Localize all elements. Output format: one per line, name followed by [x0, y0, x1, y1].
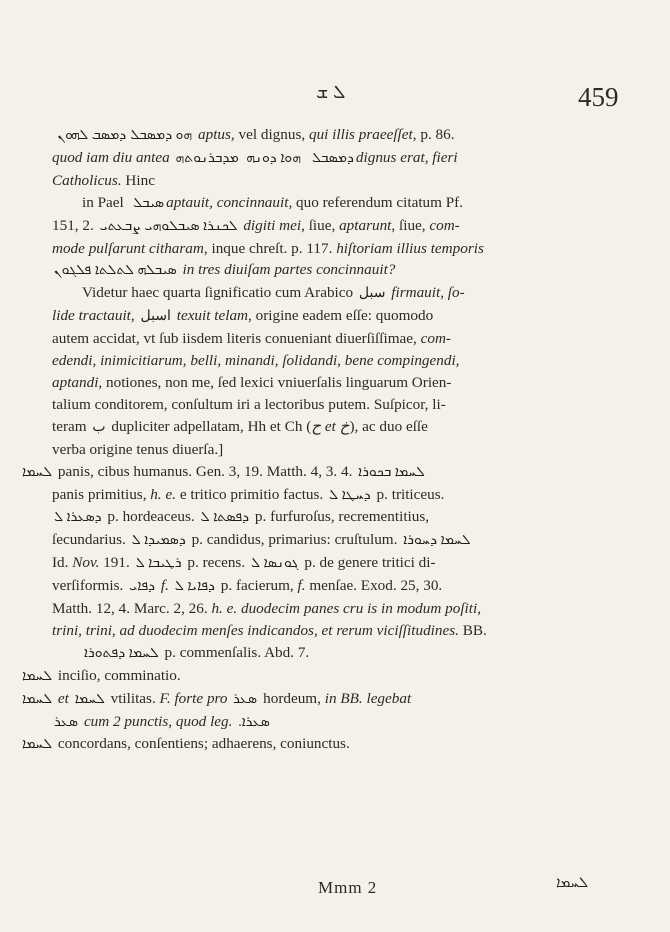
text-span: ), ac duo eſſe — [349, 417, 428, 435]
text-line — [52, 642, 637, 665]
syriac-word: ܠܚܡܐ — [22, 737, 53, 753]
syriac-word: ܠܚܡܐ — [22, 464, 53, 480]
italic-text: Catholicus. — [52, 171, 122, 189]
text-span: Hinc — [121, 171, 155, 189]
text-span: autem accidat, vt ſub iisdem literis conueniant diuerſiſſimae, — [52, 330, 421, 348]
text-span: Matth. 12, 4. Marc. 2, 26. — [52, 600, 212, 618]
text-span: p. recens. — [183, 554, 249, 572]
text-line — [52, 394, 637, 416]
text-span: inciſio, comminatio. — [54, 666, 181, 684]
text-line — [52, 529, 637, 552]
italic-text: quod iam diu antea — [52, 148, 174, 166]
text-span: p. de genere tritici di- — [300, 554, 436, 572]
text-span: , p. 86. — [412, 126, 455, 143]
text-span: , quo referendum citatum Pf. — [288, 193, 464, 211]
italic-text: dignus erat, fieri — [355, 148, 458, 166]
syriac-word: ܣܥܪ — [229, 691, 262, 707]
text-line — [52, 372, 637, 394]
text-span: , inque chreſt. p. 117. — [203, 239, 337, 257]
italic-text: f. — [297, 577, 306, 595]
syriac-word: ܣܝܒܠܗ ܠܬܠܬܐ ܦܠܓܘܢ — [54, 263, 177, 279]
syriac-word: ب — [92, 419, 106, 435]
text-span: e tritico primitio factus. — [176, 485, 328, 503]
text-span: , ſiue, — [301, 216, 340, 234]
text-span: p. commenſalis. Abd. 7. — [160, 643, 310, 661]
text-span: hordeum, — [263, 689, 325, 707]
text-line — [52, 484, 637, 507]
text-span: in Pael — [82, 193, 128, 211]
italic-text: et — [54, 689, 73, 707]
text-line — [52, 506, 637, 529]
italic-text: h. e. — [150, 485, 177, 503]
italic-text: trini, trini, ad duodecim menſes indicandos, et rerum viciſſitudines. — [52, 621, 459, 639]
italic-text: cum 2 punctis, quod leg. — [80, 712, 237, 730]
text-span: BB. — [458, 621, 487, 639]
text-line — [52, 282, 637, 305]
syriac-word: ܠܚܡܐ ܒܟܘܪܐ — [358, 464, 425, 480]
signature-mark: Mmm 2 — [318, 878, 378, 897]
syriac-word: ܪܛܝܒܐ ܠ — [135, 556, 182, 572]
syriac-word: ܠܚܡܐ — [74, 691, 105, 707]
text-line — [52, 170, 637, 192]
italic-text: ح et خ — [311, 417, 350, 435]
entry-line — [20, 461, 637, 484]
italic-text: com- — [420, 330, 451, 348]
text-span: dupliciter adpellatam, Hh et Ch ( — [107, 417, 312, 435]
text-line — [52, 305, 637, 328]
text-span: p. hordeaceus. — [103, 508, 199, 526]
text-span: 151, 2. — [52, 216, 98, 234]
syriac-word: ܣܝܒܠ — [129, 195, 165, 211]
syriac-word: سبل — [358, 286, 386, 302]
italic-text: in BB. legebat — [324, 689, 412, 707]
italic-text: mode pulſarunt citharam — [52, 239, 204, 257]
text-span: talium conditorem, conſultum iri a lectoribus putem. Suſpicor, li- — [52, 395, 446, 413]
text-span: Videtur haec quarta ſignificatio cum Arabico — [82, 284, 357, 302]
italic-text: aptandi — [52, 373, 99, 391]
text-line — [52, 124, 637, 147]
text-line — [52, 575, 637, 598]
italic-text: com- — [429, 216, 460, 234]
text-line — [52, 328, 637, 350]
italic-text: F. forte pro — [159, 689, 228, 707]
page-number: 459 — [578, 82, 619, 112]
text-span: verſiformis. — [52, 577, 128, 595]
text-span: p. triticeus. — [372, 485, 445, 503]
text-line — [52, 192, 637, 215]
syriac-word: ܕܚܛܐ ܠ — [329, 487, 371, 503]
text-span: p. candidus, primarius: cruſtulum. — [187, 531, 402, 549]
syriac-word: ܕܦܐܝ — [129, 579, 156, 595]
syriac-word: ܕܣܡܝܕܐ ܠ — [131, 533, 186, 549]
text-span: panis, cibus humanus. Gen. 3, 19. Matth. 4, 3. 4. — [54, 462, 357, 480]
text-span: , vel dignus, — [230, 126, 309, 143]
italic-text: aptus — [194, 126, 231, 143]
italic-text: texuit telam — [172, 307, 249, 325]
text-line — [52, 620, 637, 642]
text-line — [52, 238, 637, 260]
running-head: ܠ ܫ — [316, 82, 346, 103]
text-line — [52, 416, 637, 439]
syriac-word: ܣܥܪ — [54, 714, 79, 730]
text-line — [52, 439, 637, 461]
text-line — [52, 711, 637, 734]
catchword: ܠܚܡܐ — [556, 875, 589, 891]
text-span: p. furfuroſus, recrementitius, — [251, 508, 430, 526]
syriac-word: ܠܚܡܐ — [22, 691, 53, 707]
text-span: menſae. Exod. 25, 30. — [305, 577, 443, 595]
italic-text: aptauit, concinnauit — [166, 193, 289, 211]
syriac-word: ܕܡܣܒ ܠܗܘܢ — [54, 128, 127, 143]
text-span: Id. — [52, 554, 73, 572]
text-span: verba origine tenus diuerſa.] — [52, 440, 224, 458]
syriac-word: ܕܦܐܝܐ ܠ — [174, 579, 215, 595]
entry-line — [20, 733, 637, 756]
text-line — [52, 147, 637, 170]
syriac-word: ܕܣܥܪܐ ܠ — [54, 510, 102, 526]
text-span: ſecundarius. — [52, 531, 130, 549]
italic-text: digiti mei — [239, 216, 302, 234]
text-line — [52, 598, 637, 620]
syriac-word: ܕܦܣܬܐ ܠ — [200, 510, 250, 526]
text-span: , ſiue, — [391, 216, 430, 234]
italic-text: lide tractauit, — [52, 307, 139, 325]
italic-text: in tres diuiſam partes concinnauit? — [178, 261, 396, 279]
page-body — [22, 124, 637, 756]
italic-text: qui illis praeeſſet — [308, 126, 413, 143]
syriac-word: ܠܚܡܐ — [22, 668, 53, 684]
entry-line — [20, 665, 637, 688]
syriac-word: ܠܟܢܪܐ ܣܝܒܠܘܗܝ ܨܒܥܬܝ — [99, 218, 238, 234]
text-span: concordans, conſentiens; adhaerens, coniunctus. — [54, 735, 350, 753]
text-line — [52, 259, 637, 282]
italic-text: edendi, inimicitiarum, belli, minandi, ſolidandi, bene compingendi, — [52, 352, 460, 370]
text-span: teram — [52, 417, 91, 435]
italic-text: f. — [157, 577, 173, 595]
syriac-word: اسبل — [140, 309, 171, 325]
syriac-word: ܣܥܪܐ. — [238, 714, 270, 730]
text-span: , notiones, non me, ſed lexici vniuerſalis linguarum Orien- — [98, 373, 452, 391]
text-span: panis primitius, — [52, 485, 151, 503]
text-span: 191. — [99, 554, 134, 572]
syriac-word: ܠܚܡܐ ܕܦܬܘܪܐ — [84, 645, 159, 661]
entry-line — [20, 688, 637, 711]
text-span: vtilitas. — [106, 689, 160, 707]
syriac-word: ܗܘܐ ܕܘܢܗ — [242, 150, 305, 166]
italic-text: h. e. duodecim panes cru is in modum poſiti, — [211, 600, 482, 618]
italic-text: aptarunt — [339, 216, 392, 234]
text-line — [52, 350, 637, 372]
text-span: , origine eadem eſſe: quomodo — [248, 307, 434, 325]
syriac-word: ܠܚܡܐ ܕܚܘܪܐ — [403, 533, 471, 549]
text-span: p. facierum, — [216, 577, 298, 595]
syriac-word: ܕܡܣܒܠ — [308, 150, 354, 166]
italic-text: Nov. — [72, 554, 100, 572]
syriac-word: ܗܘ ܕܡܣܒܠ — [130, 128, 193, 143]
italic-text: firmauit, ſo- — [387, 284, 465, 302]
text-line — [52, 215, 637, 238]
syriac-word: ܡܕܒܪܢܘܬܗ — [175, 150, 239, 166]
text-line — [52, 552, 637, 575]
syriac-word: ܓܘܢܣܐ ܠ — [250, 556, 299, 572]
italic-text: hiſtoriam illius temporis — [336, 239, 484, 257]
